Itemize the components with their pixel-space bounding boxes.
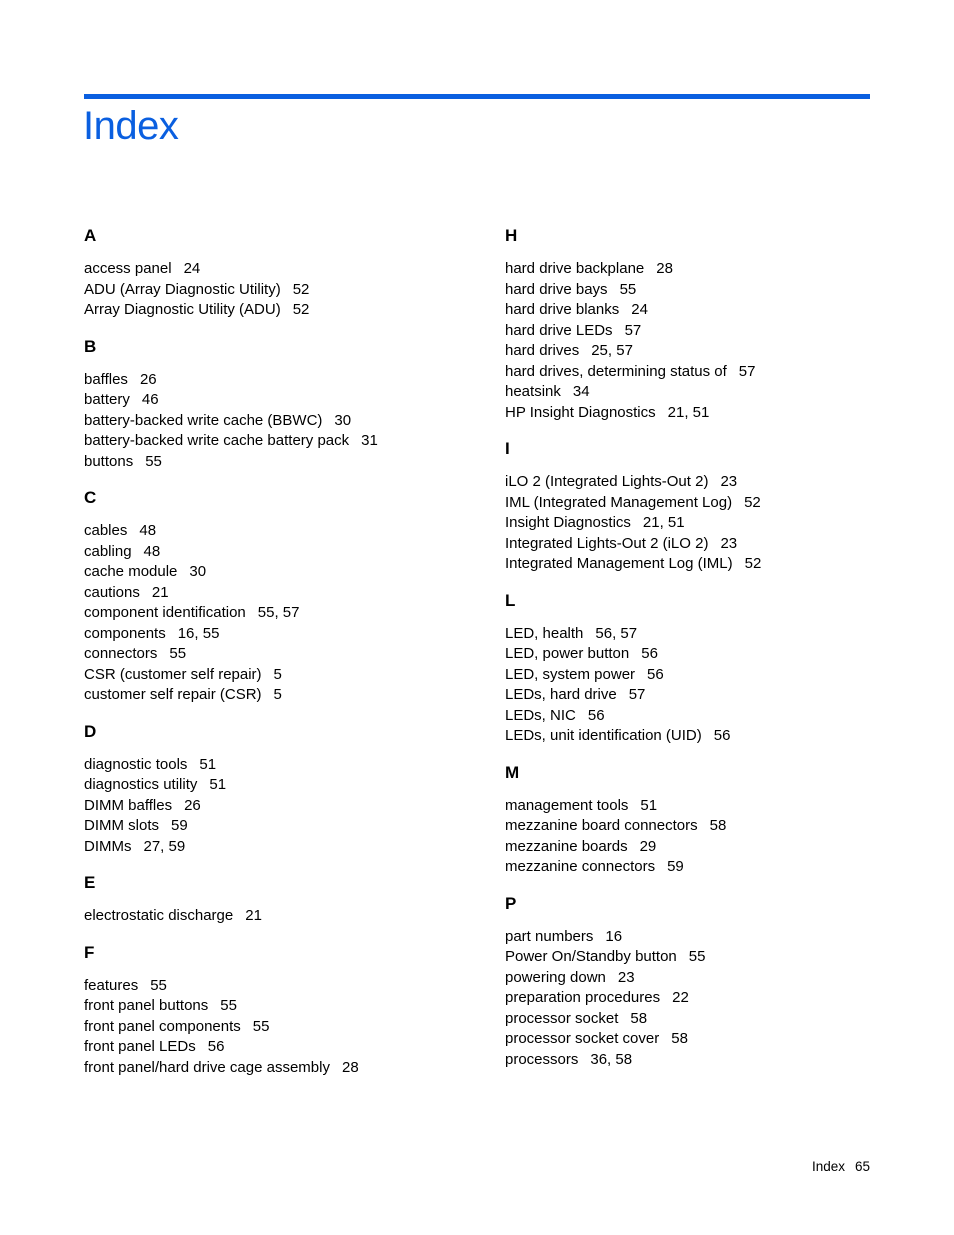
index-column-left [84,223,484,1091]
index-entry [84,370,484,391]
entry-term: Power On/Standby button [505,948,677,965]
entry-page-ref[interactable]: 51 [209,776,227,793]
entry-page-ref[interactable]: 56 [207,1038,225,1055]
index-entry [505,816,905,837]
entry-term: diagnostics utility [84,776,198,793]
entry-page-ref[interactable]: 16 [605,927,623,945]
entry-page-ref[interactable]: 56 [641,645,658,662]
entry-term: LED, power button [505,645,630,662]
entry-term: cabling [84,542,132,560]
index-entry [505,857,905,878]
entry-term: connectors [84,645,158,662]
entry-term: processor socket cover [505,1030,660,1047]
entry-term: DIMMs [84,837,132,855]
entry-term: mezzanine boards [505,837,628,855]
entry-page-ref[interactable]: 51 [199,755,217,773]
entry-list [505,624,905,747]
index-entry [84,1058,484,1079]
entry-term: component identification [84,604,246,621]
index-entry [84,644,484,665]
entry-term: LED, system power [505,665,636,683]
entry-page-ref[interactable]: 23 [720,534,738,552]
entry-term: cache module [84,563,178,580]
index-entry [505,513,905,534]
index-entry [505,382,905,403]
entry-page-ref[interactable]: 26 [184,796,201,814]
index-entry [84,583,484,604]
entry-list [84,755,484,858]
entry-term: part numbers [505,927,594,945]
index-entry [84,685,484,706]
entry-page-ref[interactable]: 56 [587,706,605,724]
index-section [505,891,905,1071]
entry-term: hard drives [505,342,580,359]
index-entry [84,431,484,452]
index-entry [505,321,905,342]
entry-term: management tools [505,796,629,814]
index-entry [505,837,905,858]
entry-term: ADU (Array Diagnostic Utility) [84,280,281,298]
entry-term: battery [84,391,130,408]
entry-term: DIMM slots [84,817,159,834]
entry-page-ref[interactable]: 55 [150,976,167,994]
entry-page-ref[interactable]: 57 [628,686,646,703]
section-letter: M [505,762,520,782]
entry-page-ref[interactable]: 23 [720,473,738,490]
entry-term: front panel buttons [84,997,209,1014]
entry-page-ref[interactable]: 58 [630,1009,648,1027]
entry-page-ref[interactable]: 52 [292,301,310,318]
entry-page-ref[interactable]: 58 [709,817,727,834]
index-entry [84,624,484,645]
index-entry [84,603,484,624]
entry-list [84,259,484,321]
entry-term: hard drive blanks [505,301,620,318]
entry-page-ref[interactable]: 5 [273,665,282,683]
entry-term: battery-backed write cache (BBWC) [84,411,323,429]
section-letter: B [84,336,97,356]
index-entry [505,554,905,575]
index-entry [84,996,484,1017]
entry-term: components [84,624,166,642]
footer-page-number: 65 [854,1159,870,1174]
entry-term: LEDs, NIC [505,706,576,724]
entry-page-ref[interactable]: 55, 57 [257,604,300,621]
entry-page-ref[interactable]: 55 [252,1017,270,1035]
index-entry [505,472,905,493]
index-entry [505,1009,905,1030]
section-letter: F [84,942,95,962]
entry-term: baffles [84,370,128,388]
index-entry [84,755,484,776]
entry-page-ref[interactable]: 28 [341,1058,359,1076]
index-entry [505,706,905,727]
entry-page-ref[interactable]: 31 [361,432,378,449]
entry-page-ref[interactable]: 58 [671,1030,688,1047]
index-section [505,223,905,423]
page-footer [812,1158,870,1176]
index-section [84,870,484,927]
index-section [84,334,484,473]
index-entry [505,796,905,817]
entry-page-ref[interactable]: 55 [145,452,162,470]
entry-page-ref[interactable]: 21, 51 [642,514,685,531]
index-section [505,436,905,575]
title-rule [84,94,870,99]
entry-term: front panel LEDs [84,1038,196,1055]
entry-page-ref[interactable]: 34 [572,383,590,400]
entry-term: LEDs, hard drive [505,686,617,703]
index-entry [84,1037,484,1058]
index-entry [505,1050,905,1071]
entry-page-ref[interactable]: 16, 55 [177,624,220,642]
entry-term: LEDs, unit identification (UID) [505,727,702,744]
index-entry [84,976,484,997]
index-entry [505,726,905,747]
entry-page-ref[interactable]: 21 [245,907,262,924]
index-entry [505,493,905,514]
entry-page-ref[interactable]: 56 [713,727,731,744]
section-letter: P [505,893,517,913]
entry-page-ref[interactable]: 55 [619,280,637,298]
entry-term: cautions [84,583,140,601]
entry-list [505,472,905,575]
footer-label: Index [811,1159,845,1174]
entry-page-ref[interactable]: 52 [292,280,310,298]
entry-page-ref[interactable]: 23 [617,968,635,986]
entry-term: hard drives, determining status of [505,362,727,380]
index-entry [505,685,905,706]
index-entry [505,259,905,280]
entry-term: LED, health [505,624,584,642]
entry-term: Array Diagnostic Utility (ADU) [84,301,281,318]
entry-page-ref[interactable]: 51 [640,796,658,814]
entry-page-ref[interactable]: 55 [220,997,237,1014]
entry-list [84,976,484,1079]
entry-page-ref[interactable]: 30 [189,563,207,580]
entry-term: customer self repair (CSR) [84,686,262,703]
entry-term: processor socket [505,1009,619,1027]
entry-term: DIMM baffles [84,796,173,814]
entry-page-ref[interactable]: 36, 58 [590,1050,633,1068]
entry-page-ref[interactable]: 55 [688,948,706,965]
entry-term: cables [84,522,128,539]
entry-page-ref[interactable]: 24 [183,260,201,277]
index-section [84,223,484,321]
entry-list [84,521,484,706]
entry-page-ref[interactable]: 52 [744,555,762,572]
index-column-right [505,223,905,1083]
entry-term: front panel/hard drive cage assembly [84,1058,330,1076]
entry-term: preparation procedures [505,989,661,1006]
index-entry [84,280,484,301]
index-entry [84,1017,484,1038]
entry-page-ref[interactable]: 52 [744,493,761,511]
entry-page-ref[interactable]: 24 [631,301,648,318]
index-entry [505,968,905,989]
page-title: Index [83,104,179,148]
index-entry [505,534,905,555]
entry-term: Integrated Management Log (IML) [505,555,733,572]
entry-page-ref[interactable]: 26 [139,370,157,388]
entry-term: mezzanine connectors [505,858,656,875]
section-letter: D [84,721,97,741]
entry-page-ref[interactable]: 56, 57 [595,624,638,642]
index-entry [505,927,905,948]
entry-page-ref[interactable]: 48 [139,522,157,539]
entry-page-ref[interactable]: 22 [672,989,689,1006]
entry-term: access panel [84,260,172,277]
index-entry [505,624,905,645]
index-entry [505,362,905,383]
entry-page-ref[interactable]: 21, 51 [667,403,710,421]
entry-term: iLO 2 (Integrated Lights-Out 2) [505,473,709,490]
entry-term: hard drive LEDs [505,321,613,339]
entry-list [505,927,905,1071]
index-section [84,485,484,706]
index-entry [84,906,484,927]
entry-page-ref[interactable]: 46 [141,391,159,408]
entry-term: front panel components [84,1017,241,1035]
index-entry [84,562,484,583]
index-entry [84,452,484,473]
entry-term: heatsink [505,383,561,400]
entry-term: processors [505,1050,579,1068]
entry-term: hard drive bays [505,280,608,298]
section-letter: C [84,488,97,507]
index-entry [505,665,905,686]
index-entry [84,665,484,686]
entry-term: electrostatic discharge [84,907,234,924]
entry-page-ref[interactable]: 59 [667,858,684,875]
index-entry [505,300,905,321]
entry-term: hard drive backplane [505,260,645,277]
entry-page-ref[interactable]: 27, 59 [143,837,186,855]
entry-list [84,370,484,473]
index-entry [505,988,905,1009]
entry-page-ref[interactable]: 21 [151,583,169,601]
entry-list [505,259,905,423]
index-section [84,940,484,1079]
section-letter: A [84,226,97,245]
index-entry [84,796,484,817]
entry-page-ref[interactable]: 55 [169,645,187,662]
entry-list [505,796,905,878]
index-entry [505,1029,905,1050]
index-entry [84,390,484,411]
entry-page-ref[interactable]: 25, 57 [591,342,633,359]
index-section [505,760,905,878]
entry-page-ref[interactable]: 29 [639,837,657,855]
section-letter: H [505,226,518,245]
entry-list [84,906,484,927]
entry-term: Insight Diagnostics [505,514,631,531]
index-entry [505,644,905,665]
entry-term: mezzanine board connectors [505,817,698,834]
entry-term: IML (Integrated Management Log) [505,493,733,511]
section-letter: L [505,590,516,610]
entry-term: battery-backed write cache battery pack [84,432,350,449]
entry-term: Integrated Lights-Out 2 (iLO 2) [505,534,709,552]
index-entry [84,411,484,432]
index-section [505,588,905,747]
index-entry [505,341,905,362]
entry-term: HP Insight Diagnostics [505,403,656,421]
entry-term: features [84,976,139,994]
index-entry [505,947,905,968]
index-entry [84,837,484,858]
entry-page-ref[interactable]: 57 [738,362,756,380]
entry-page-ref[interactable]: 57 [624,321,642,339]
index-entry [505,280,905,301]
entry-page-ref[interactable]: 5 [273,686,282,703]
index-entry [84,816,484,837]
index-entry [84,259,484,280]
entry-page-ref[interactable]: 28 [656,260,673,277]
entry-page-ref[interactable]: 48 [143,542,161,560]
entry-term: buttons [84,452,134,470]
index-section [84,719,484,858]
section-letter: E [84,873,96,892]
index-entry [84,542,484,563]
entry-page-ref[interactable]: 56 [647,665,664,683]
index-entry [84,300,484,321]
entry-term: diagnostic tools [84,755,188,773]
entry-page-ref[interactable]: 59 [171,817,188,834]
index-entry [505,403,905,424]
index-entry [84,521,484,542]
index-entry [84,775,484,796]
entry-page-ref[interactable]: 30 [334,411,352,429]
entry-term: powering down [505,968,606,986]
section-letter: I [505,439,510,458]
entry-term: CSR (customer self repair) [84,665,262,683]
